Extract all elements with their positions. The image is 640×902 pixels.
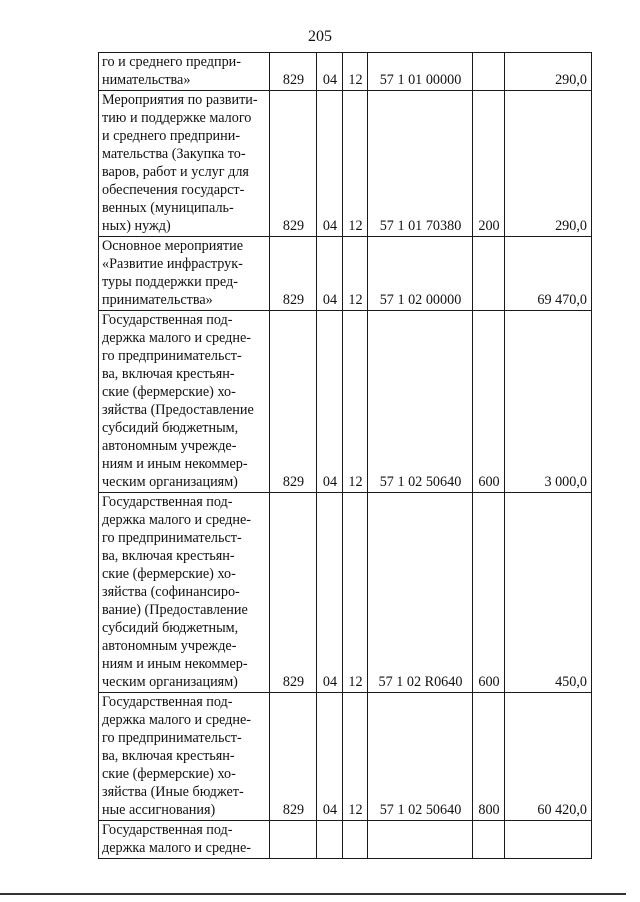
target-article-cell: 57 1 01 70380 xyxy=(368,91,473,237)
amount-cell: 60 420,0 xyxy=(505,693,592,821)
expense-type-cell xyxy=(473,821,505,859)
row-name-cell: Государственная под- держка малого и средне- го предпринимательст- ва, включая крестьян- ские (фермерские) хо- зяйства (Иные бюджет- ные ассигнования) xyxy=(99,693,270,821)
target-article-cell: 57 1 02 R0640 xyxy=(368,493,473,693)
subsection-code-cell xyxy=(343,821,368,859)
table-row xyxy=(99,493,592,693)
amount-cell: 69 470,0 xyxy=(505,237,592,311)
section-code-cell: 04 xyxy=(317,311,343,493)
table-row xyxy=(99,237,592,311)
row-name-cell: Государственная под- держка малого и средне- xyxy=(99,821,270,859)
table-row xyxy=(99,311,592,493)
section-code-cell: 04 xyxy=(317,53,343,91)
target-article-cell: 57 1 02 50640 xyxy=(368,311,473,493)
page-number: 205 xyxy=(308,28,332,45)
section-code-cell: 04 xyxy=(317,493,343,693)
expense-type-cell xyxy=(473,237,505,311)
row-name-cell: го и среднего предпри- нимательства» xyxy=(99,53,270,91)
amount-cell: 290,0 xyxy=(505,91,592,237)
table-row xyxy=(99,693,592,821)
subsection-code-cell: 12 xyxy=(343,237,368,311)
grbs-code-cell: 829 xyxy=(270,493,317,693)
row-name-cell: Государственная под- держка малого и средне- го предпринимательст- ва, включая крестьян- ские (фермерские) хо- зяйства (софинансиро- вание) (Предоставление субсидий бюджетным, автономным учрежде- ниям и иным некоммер- ческим организациям) xyxy=(99,493,270,693)
section-code-cell: 04 xyxy=(317,91,343,237)
target-article-cell: 57 1 02 50640 xyxy=(368,693,473,821)
target-article-cell xyxy=(368,821,473,859)
target-article-cell: 57 1 02 00000 xyxy=(368,237,473,311)
expense-type-cell: 600 xyxy=(473,311,505,493)
grbs-code-cell: 829 xyxy=(270,311,317,493)
grbs-code-cell: 829 xyxy=(270,693,317,821)
subsection-code-cell: 12 xyxy=(343,493,368,693)
grbs-code-cell: 829 xyxy=(270,53,317,91)
expense-type-cell: 600 xyxy=(473,493,505,693)
row-name-cell: Государственная под- держка малого и средне- го предпринимательст- ва, включая крестьян- ские (фермерские) хо- зяйства (Предоставление субсидий бюджетным, автономным учрежде- ниям и иным некоммер- ческим организациям) xyxy=(99,311,270,493)
amount-cell: 450,0 xyxy=(505,493,592,693)
subsection-code-cell: 12 xyxy=(343,53,368,91)
section-code-cell: 04 xyxy=(317,237,343,311)
budget-table xyxy=(98,52,592,859)
row-name-cell: Основное мероприятие «Развитие инфраструк- туры поддержки пред- принимательства» xyxy=(99,237,270,311)
amount-cell xyxy=(505,821,592,859)
section-code-cell: 04 xyxy=(317,693,343,821)
subsection-code-cell: 12 xyxy=(343,91,368,237)
row-name-cell: Мероприятия по развити- тию и поддержке малого и среднего предприни- мательства (Закупка то- варов, работ и услуг для обеспечения государст- венных (муниципаль- ных) нужд) xyxy=(99,91,270,237)
target-article-cell: 57 1 01 00000 xyxy=(368,53,473,91)
scan-edge-line xyxy=(0,893,626,895)
subsection-code-cell: 12 xyxy=(343,693,368,821)
expense-type-cell xyxy=(473,53,505,91)
subsection-code-cell: 12 xyxy=(343,311,368,493)
table-row xyxy=(99,821,592,859)
expense-type-cell: 200 xyxy=(473,91,505,237)
amount-cell: 3 000,0 xyxy=(505,311,592,493)
section-code-cell xyxy=(317,821,343,859)
grbs-code-cell xyxy=(270,821,317,859)
grbs-code-cell: 829 xyxy=(270,237,317,311)
grbs-code-cell: 829 xyxy=(270,91,317,237)
table-row xyxy=(99,91,592,237)
table-row xyxy=(99,53,592,91)
expense-type-cell: 800 xyxy=(473,693,505,821)
amount-cell: 290,0 xyxy=(505,53,592,91)
